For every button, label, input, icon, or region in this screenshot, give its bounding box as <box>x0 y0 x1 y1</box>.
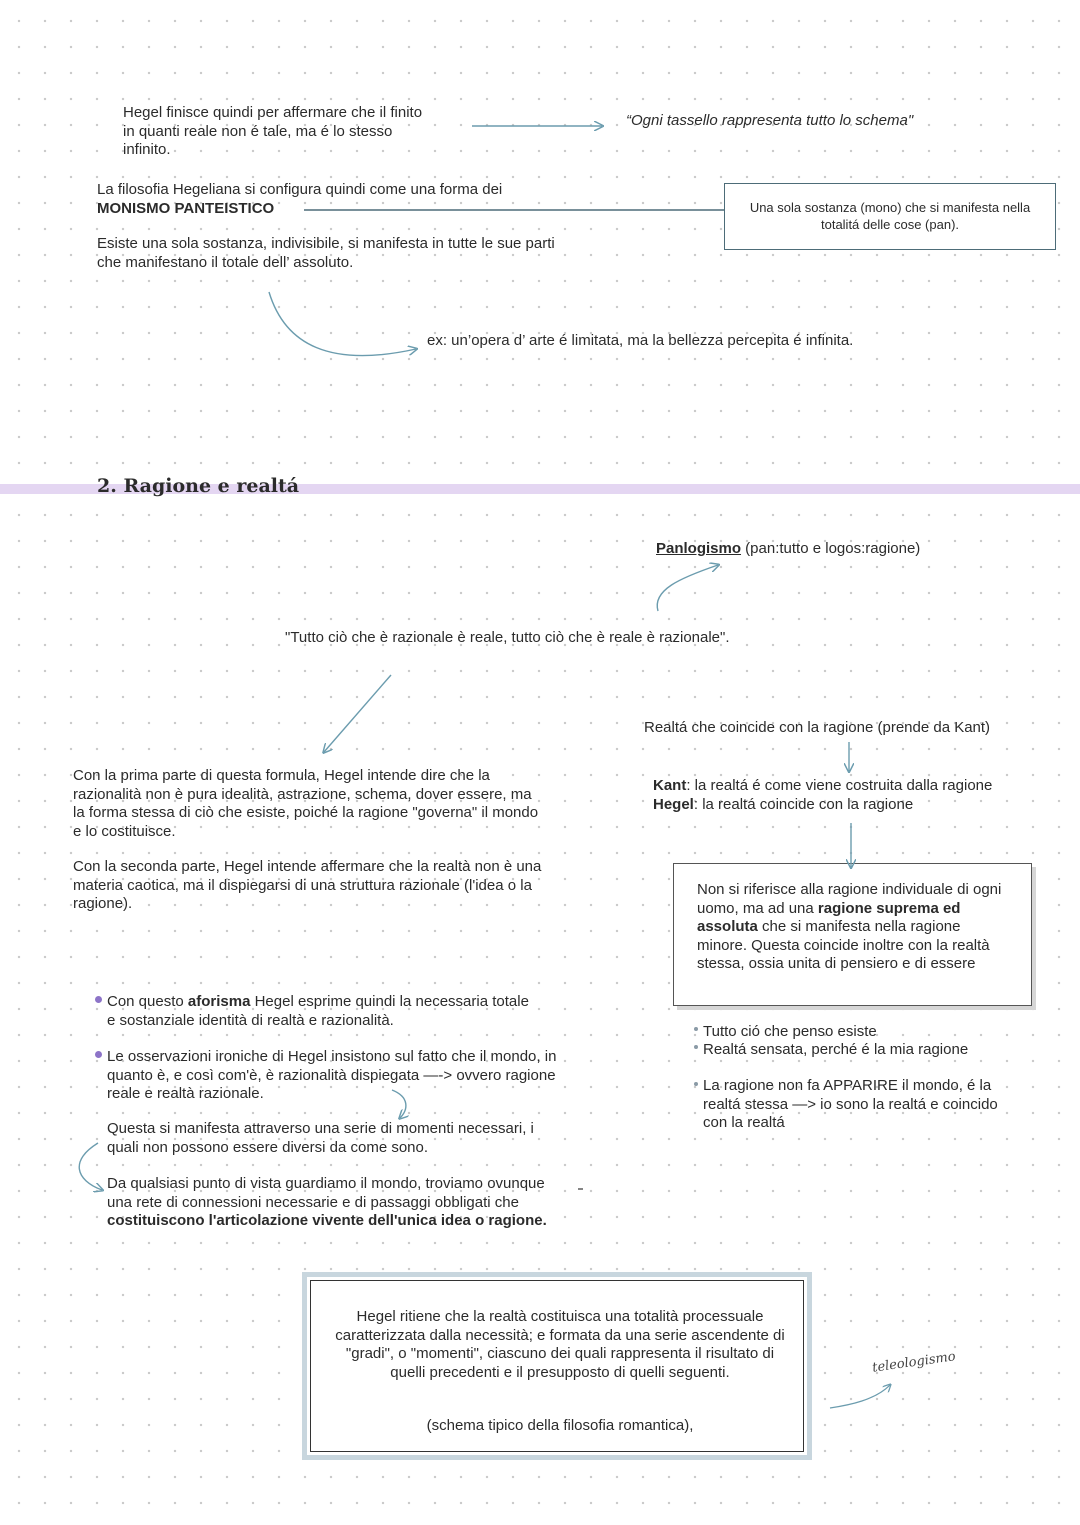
example-text: ex: un’opera d’ arte é limitata, ma la bellezza percepita é infinita. <box>427 332 854 349</box>
punto-vista-a: Da qualsiasi punto di vista guardiamo il mondo, troviamo ovunque una rete di connessioni necessarie e di passaggi obbligati che <box>107 1175 545 1211</box>
right-bullet-3: La ragione non fa APPARIRE il mondo, é la realtá stessa —> io sono la realtá e coincido con la realtá <box>703 1077 998 1131</box>
quote-tassello: “Ogni tassello rappresenta tutto lo schema" <box>626 112 914 129</box>
arrow-to-prima-parte <box>324 675 391 752</box>
kant-label: Kant <box>653 777 687 794</box>
arrow-to-momenti <box>392 1090 406 1118</box>
final-box-note: (schema tipico della filosofia romantica), <box>426 1417 694 1434</box>
bullet1-c: Hegel esprime quindi la necessaria totale e sostanziale identità di realtà e razionalità. <box>107 993 529 1029</box>
ragione-a: Non si riferisce alla ragione individuale di ogni uomo, ma ad una <box>697 881 1002 917</box>
handwritten-note: teleologismo <box>871 1349 957 1376</box>
bullet1-a: Con questo <box>107 993 188 1010</box>
arrow-to-punto-vista <box>79 1143 102 1190</box>
prima-parte-text: Con la prima parte di questa formula, Hegel intende dire che la razionalità non è pura idealità, astrazione, schema, dover essere, ma la forma stessa di ciò che esiste, poiché la ragione "governa" il mondo e lo costituisce. <box>73 767 539 840</box>
arrow-to-teleologismo <box>830 1385 890 1408</box>
right-bullet-2: Realtá sensata, perché é la mia ragione <box>703 1041 969 1058</box>
sostanza-box-text: Una sola sostanza (mono) che si manifesta nella totalitá delle cose (pan). <box>749 200 1031 232</box>
arrow-to-example <box>269 292 416 356</box>
right-bullet-1: Tutto ció che penso esiste <box>703 1023 877 1040</box>
punto-vista-b: costituiscono l'articolazione vivente dell'unica idea o ragione. <box>107 1212 547 1229</box>
realta-coincide-text: Realtá che coincide con la ragione (prende da Kant) <box>644 719 991 736</box>
momenti-text: Questa si manifesta attraverso una serie di momenti necessari, i quali non possono essere diversi da come sono. <box>107 1120 534 1156</box>
final-box-text: Hegel ritiene che la realtà costituisca una totalità processuale caratterizzata dalla necessità; e formata da una serie ascendente di "gradi", o "momenti", ciascuno dei quali rappresenta il risultato di quelli precedenti e il presupposto di quelli seguenti. <box>335 1308 785 1381</box>
arrow-to-panlogismo <box>657 565 718 611</box>
filosofia-line1: La filosofia Hegeliana si configura quindi come una forma dei <box>97 181 503 198</box>
hegel-label: Hegel <box>653 795 694 813</box>
formula-text: "Tutto ciò che è razionale è reale, tutto ciò che è reale è razionale". <box>285 629 730 646</box>
section-heading: 2. Ragione e realtá <box>97 475 300 497</box>
esiste-text: Esiste una sola sostanza, indivisibile, si manifesta in tutte le sue parti che manifestano il totale dell’ assoluto. <box>97 235 555 271</box>
hegel-text: : la realtá coincide con la ragione <box>693 795 914 813</box>
panlogismo-def: (pan:tutto e logos:ragione) <box>741 540 921 557</box>
hegel-finito-text: Hegel finisce quindi per affermare che il finito in quanti reale non é tale, ma é lo stesso infinito. <box>123 104 423 158</box>
ragione-c: che si manifesta nella ragione minore. Questa coincide inoltre con la realtà stessa, ossia unita di pensiero e di essere <box>697 918 990 972</box>
ragione-b: ragione suprema ed assoluta <box>697 899 961 935</box>
kant-text: : la realtá é come viene costruita dalla ragione <box>686 777 993 794</box>
bullet-ironiche: Le osservazioni ironiche di Hegel insistono sul fatto che il mondo, in quanto è, e così com'è, è razionalità dispiegata —-> ovvero ragione reale e realtà razionale. <box>107 1048 557 1102</box>
seconda-parte-text: Con la seconda parte, Hegel intende affermare che la realtà non è una materia caotica, ma il dispiegarsi di una struttura razionale (l'idea o la ragione). <box>73 858 542 912</box>
bullet1-b: aforisma <box>187 993 251 1010</box>
monismo-term: MONISMO PANTEISTICO <box>97 199 275 217</box>
panlogismo-term: Panlogismo <box>656 540 742 557</box>
